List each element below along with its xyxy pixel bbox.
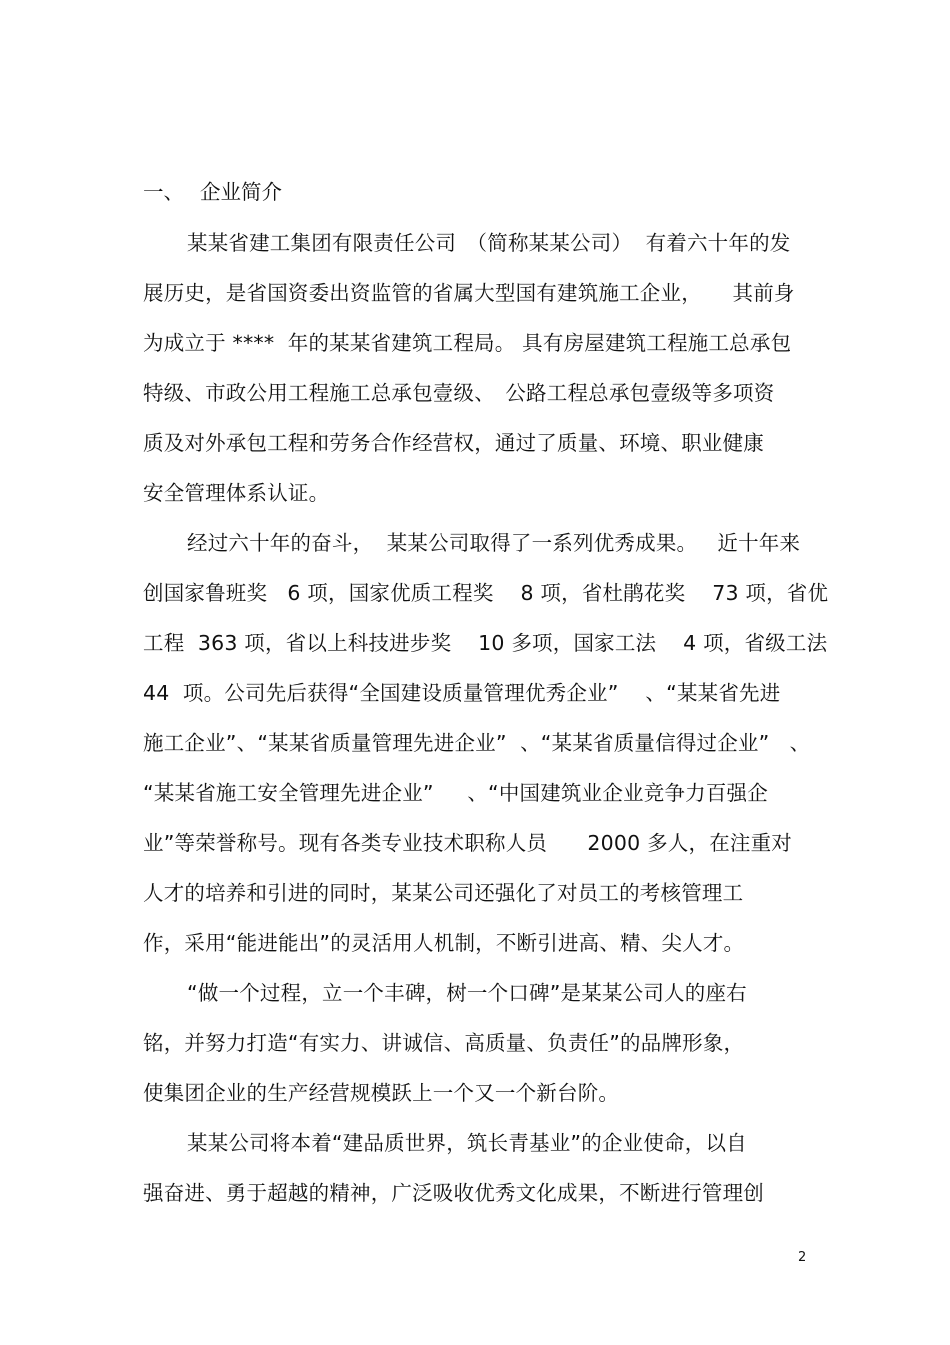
paragraph-line: “做一个过程，立一个丰碑，树一个口碑”是某某公司人的座右 [187,981,747,1005]
page-number: 2 [798,1250,807,1265]
paragraph-line: 特级、市政公用工程施工总承包壹级、 公路工程总承包壹级等多项资 [143,381,775,405]
paragraph-line: 工程 363 项，省以上科技进步奖 10 多项，国家工法 4 项，省级工法 [143,631,828,655]
paragraph-line: 人才的培养和引进的同时，某某公司还强化了对员工的考核管理工 [143,881,744,905]
paragraph-line: 某某省建工集团有限责任公司 （简称某某公司） 有着六十年的发 [187,231,791,255]
paragraph-line: 强奋进、勇于超越的精神，广泛吸收优秀文化成果，不断进行管理创 [143,1181,764,1205]
paragraph-line: 质及对外承包工程和劳务合作经营权，通过了质量、环境、职业健康 [143,431,764,455]
paragraph-line: 使集团企业的生产经营规模跃上一个又一个新台阶。 [143,1081,620,1105]
paragraph-line: 作，采用“能进能出”的灵活用人机制，不断引进高、精、尖人才。 [143,931,745,955]
paragraph-line: 某某公司将本着“建品质世界，筑长青基业”的企业使命，以自 [187,1131,747,1155]
paragraph-line: 为成立于 **** 年的某某省建筑工程局。 具有房屋建筑工程施工总承包 [143,331,792,355]
paragraph-line: 安全管理体系认证。 [143,481,330,505]
section-title: 企业简介 [200,180,282,204]
paragraph-line: 业”等荣誉称号。现有各类专业技术职称人员 2000 多人，在注重对 [143,831,793,855]
paragraph-line: 经过六十年的奋斗， 某某公司取得了一系列优秀成果。 近十年来 [187,531,801,555]
paragraph-line: 施工企业”、“某某省质量管理先进企业” 、“某某省质量信得过企业” 、 [143,731,811,755]
paragraph-line: 创国家鲁班奖 6 项，国家优质工程奖 8 项，省杜鹃花奖 73 项，省优 [143,581,829,605]
paragraph-line: “某某省施工安全管理先进企业” 、“中国建筑业企业竞争力百强企 [143,781,768,805]
paragraph-line: 44 项。公司先后获得“全国建设质量管理优秀企业” 、“某某省先进 [143,681,781,705]
paragraph-line: 铭，并努力打造“有实力、讲诚信、高质量、负责任”的品牌形象， [143,1031,745,1055]
paragraph-line: 展历史，是省国资委出资监管的省属大型国有建筑施工企业， 其前身 [143,281,795,305]
section-number: 一、 [143,180,184,204]
